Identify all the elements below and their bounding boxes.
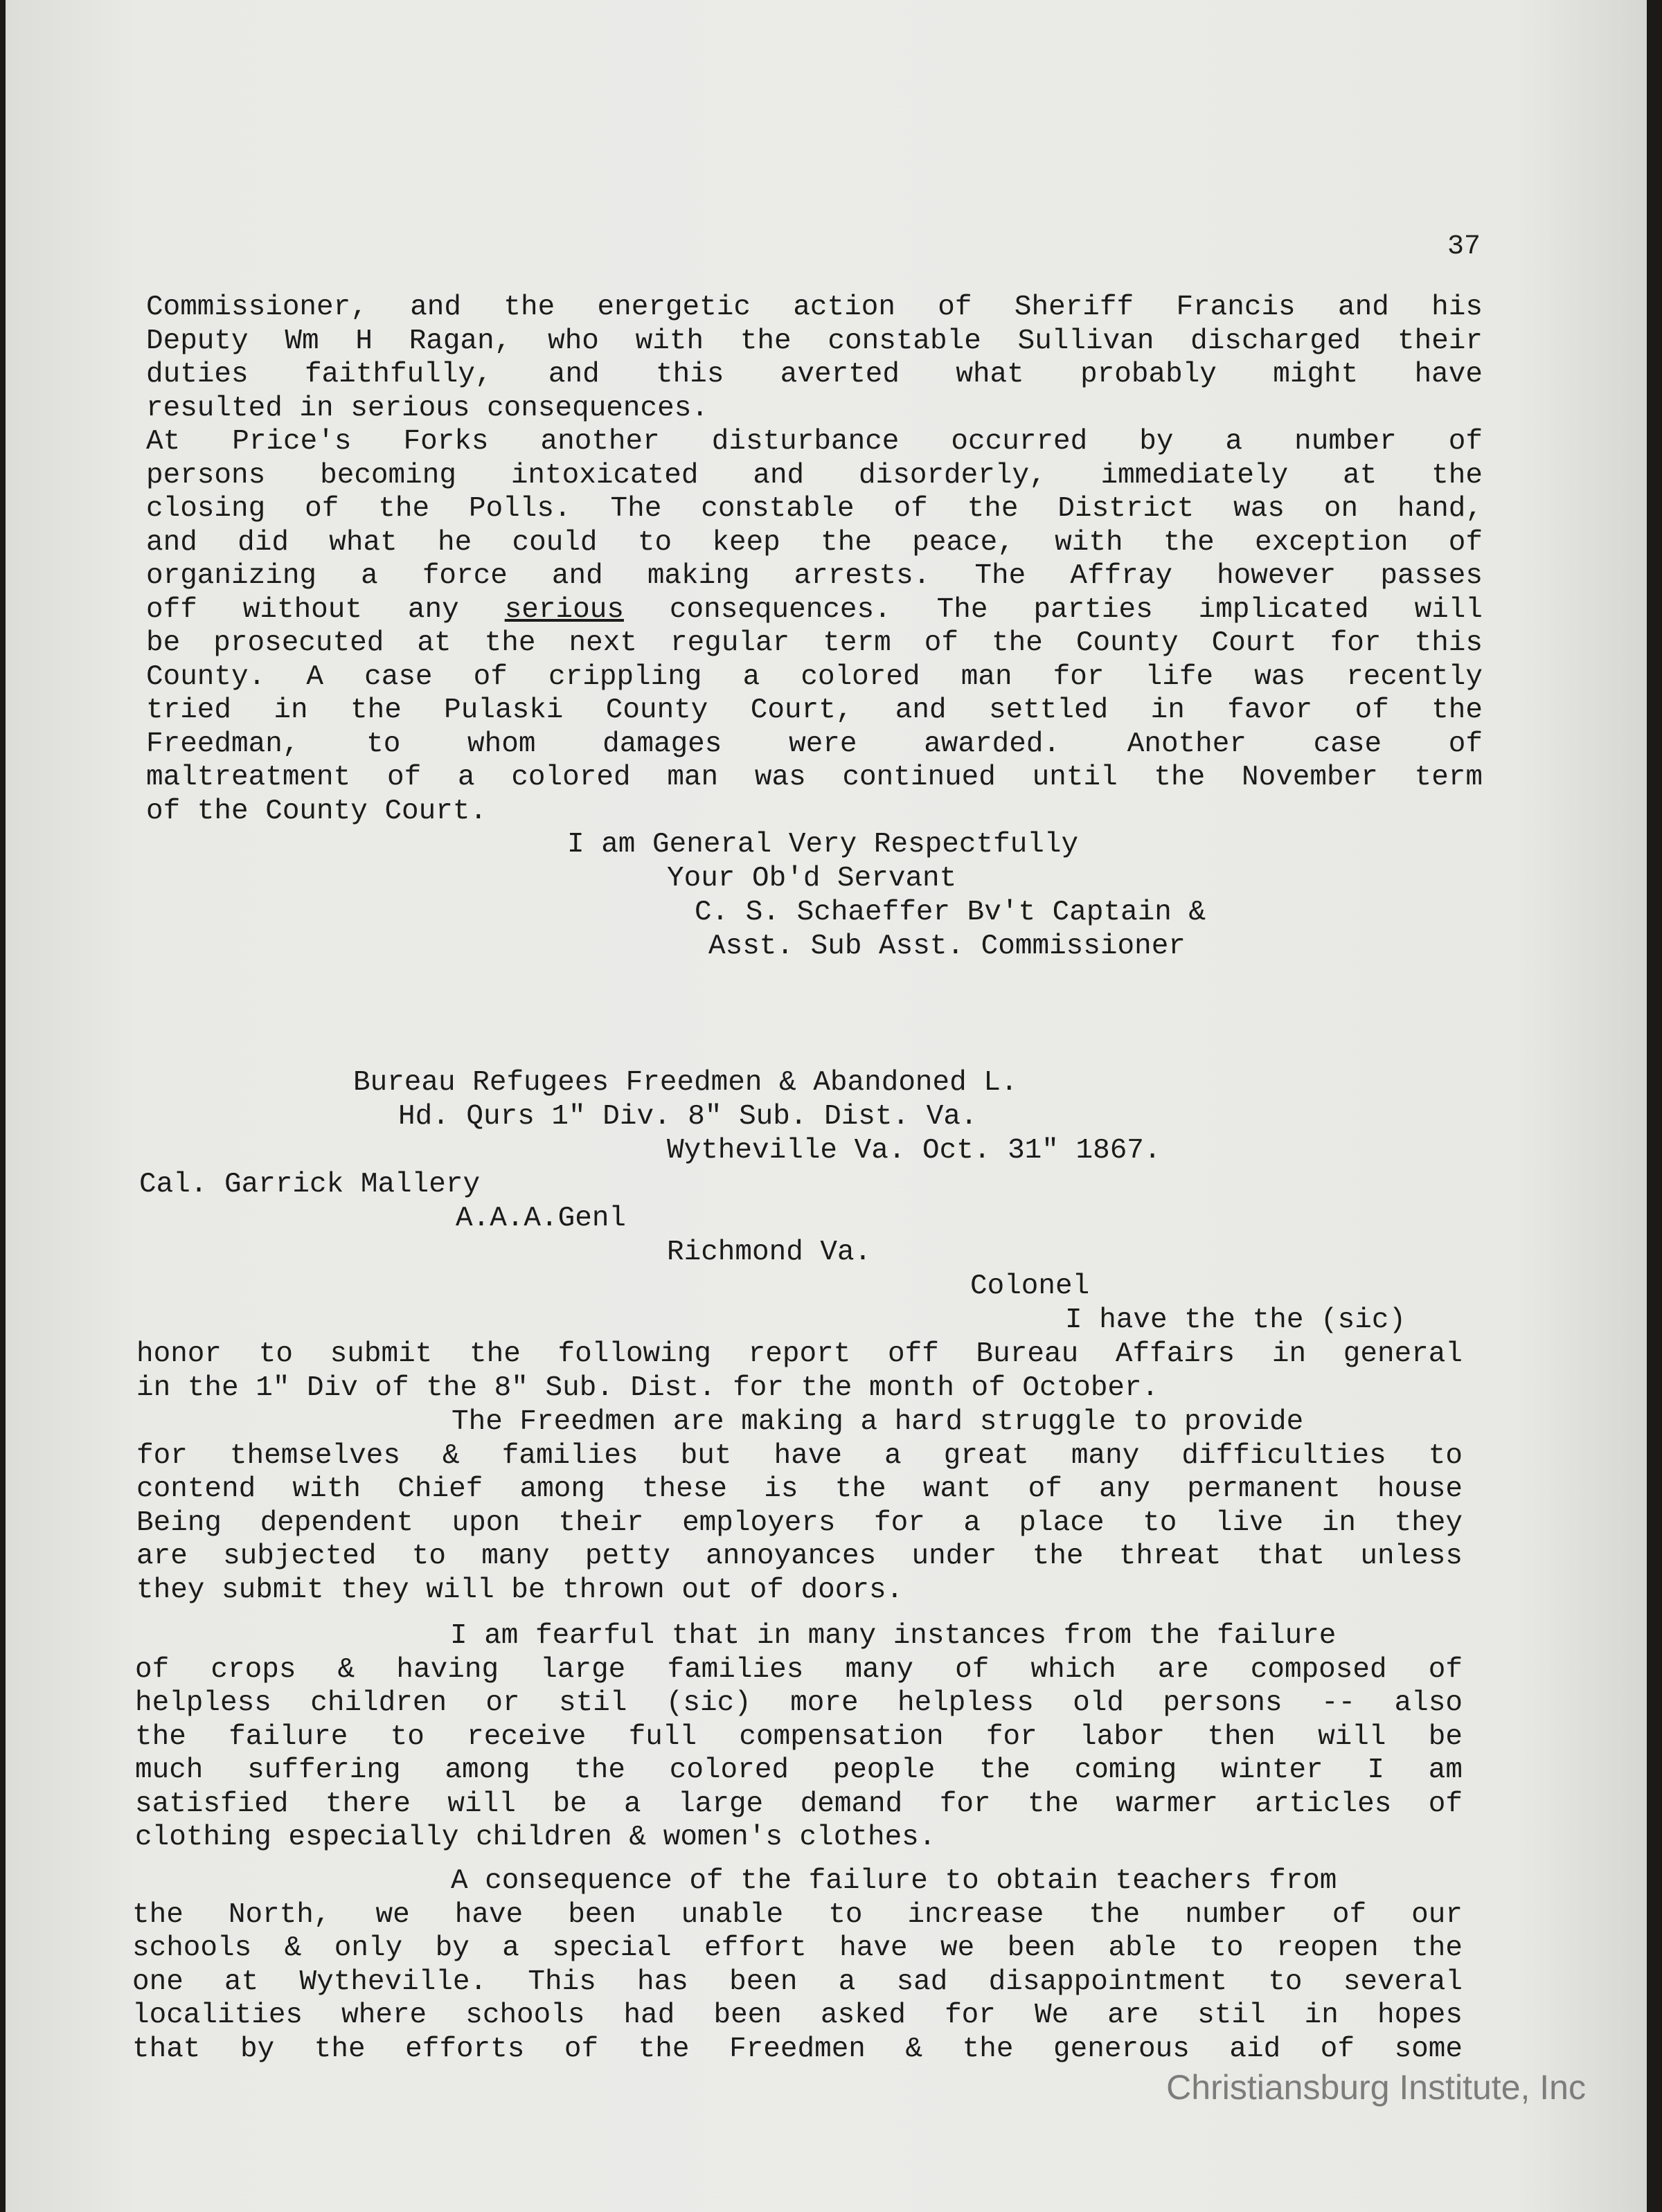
letter1-closing: I am General Very Respectfully [567, 829, 1079, 861]
signature-line-1: C. S. Schaeffer Bv't Captain & [695, 897, 1206, 928]
text-line: they submit they will be thrown out of doors. [136, 1574, 904, 1606]
letter1-body [146, 291, 1483, 828]
text-line: much suffering among the colored people the coming winter I am [135, 1754, 1463, 1786]
text-line: be prosecuted at the next regular term of the County Court for this [146, 627, 1483, 659]
text-segment: off without any [146, 593, 459, 626]
text-line: closing of the Polls. The constable of the District was on hand, [146, 493, 1483, 525]
recipient-line-2: A.A.A.Genl [456, 1203, 627, 1234]
text-line: tried in the Pulaski County Court, and settled in favor of the [146, 694, 1483, 726]
text-line: and did what he could to keep the peace, with the exception of [146, 526, 1483, 559]
text-line: persons becoming intoxicated and disorderly, immediately at the [146, 459, 1483, 492]
text-line [146, 593, 1483, 627]
text-line: the North, we have been unable to increase the number of our [132, 1898, 1463, 1931]
watermark: Christiansburg Institute, Inc [1166, 2068, 1586, 2107]
text-line: localities where schools had been asked for We are stil in hopes [132, 1999, 1463, 2031]
salutation: Colonel [970, 1270, 1090, 1302]
text-line: Deputy Wm H Ragan, who with the constable Sullivan discharged their [146, 325, 1483, 357]
text-line: maltreatment of a colored man was continued until the November term [146, 762, 1483, 793]
letter2-paragraph-4 [132, 1864, 1463, 2066]
text-line: The Freedmen are making a hard struggle to provide [452, 1406, 1304, 1438]
text-line: County. A case of crippling a colored man for life was recently [146, 660, 1483, 693]
page-number: 37 [1447, 231, 1481, 262]
text-line: for themselves & families but have a great many difficulties to [136, 1439, 1463, 1472]
letter2-header-1: Bureau Refugees Freedmen & Abandoned L. [353, 1067, 1018, 1099]
text-line: the failure to receive full compensation for labor then will be [135, 1720, 1463, 1753]
text-line: that by the efforts of the Freedmen & the generous aid of some [132, 2033, 1463, 2065]
text-line: Being dependent upon their employers for a place to live in they [136, 1507, 1463, 1539]
text-line: contend with Chief among these is the want of any permanent house [136, 1473, 1463, 1505]
text-line: Freedman, to whom damages were awarded. Another case of [146, 728, 1483, 760]
text-line: At Price's Forks another disturbance occurred by a number of [146, 426, 1483, 458]
text-line: satisfied there will be a large demand for the warmer articles of [135, 1788, 1463, 1820]
document-page [6, 0, 1647, 2212]
text-segment: consequences. The parties implicated will [669, 593, 1483, 626]
letter2-paragraph-1 [136, 1338, 1463, 1405]
text-line: one at Wytheville. This has been a sad disappointment to several [132, 1966, 1463, 1998]
text-line: schools & only by a special effort have we been able to reopen the [132, 1932, 1463, 1964]
underlined-word: serious [504, 593, 624, 626]
text-line: in the 1" Div of the 8" Sub. Dist. for the month of October. [136, 1372, 1159, 1404]
letter2-dateline: Wytheville Va. Oct. 31" 1867. [667, 1135, 1161, 1167]
text-line: duties faithfully, and this averted what probably might have [146, 359, 1483, 390]
letter2-header-2: Hd. Qurs 1" Div. 8" Sub. Dist. Va. [398, 1101, 978, 1133]
letter2-paragraph-3 [135, 1619, 1463, 1855]
recipient-line-1: Cal. Garrick Mallery [139, 1169, 481, 1201]
letter2-paragraph-2 [136, 1405, 1463, 1607]
text-line: clothing especially children & women's clothes. [135, 1822, 936, 1853]
text-line: honor to submit the following report off Bureau Affairs in general [136, 1338, 1463, 1370]
opening-line: I have the the (sic) [1065, 1304, 1406, 1336]
text-line: of crops & having large families many of which are composed of [135, 1653, 1463, 1686]
signature-line-2: Asst. Sub Asst. Commissioner [708, 930, 1186, 962]
text-line: A consequence of the failure to obtain teachers from [451, 1865, 1337, 1897]
text-line: are subjected to many petty annoyances under the threat that unless [136, 1540, 1463, 1572]
recipient-line-3: Richmond Va. [667, 1237, 872, 1268]
text-line: helpless children or stil (sic) more helpless old persons -- also [135, 1687, 1463, 1719]
text-line: organizing a force and making arrests. The Affray however passes [146, 560, 1483, 592]
text-line: Commissioner, and the energetic action of Sheriff Francis and his [146, 291, 1483, 323]
text-line: resulted in serious consequences. [146, 392, 708, 424]
text-line: I am fearful that in many instances from the failure [450, 1620, 1337, 1652]
text-line: of the County Court. [146, 795, 488, 827]
letter1-servant: Your Ob'd Servant [667, 863, 957, 894]
